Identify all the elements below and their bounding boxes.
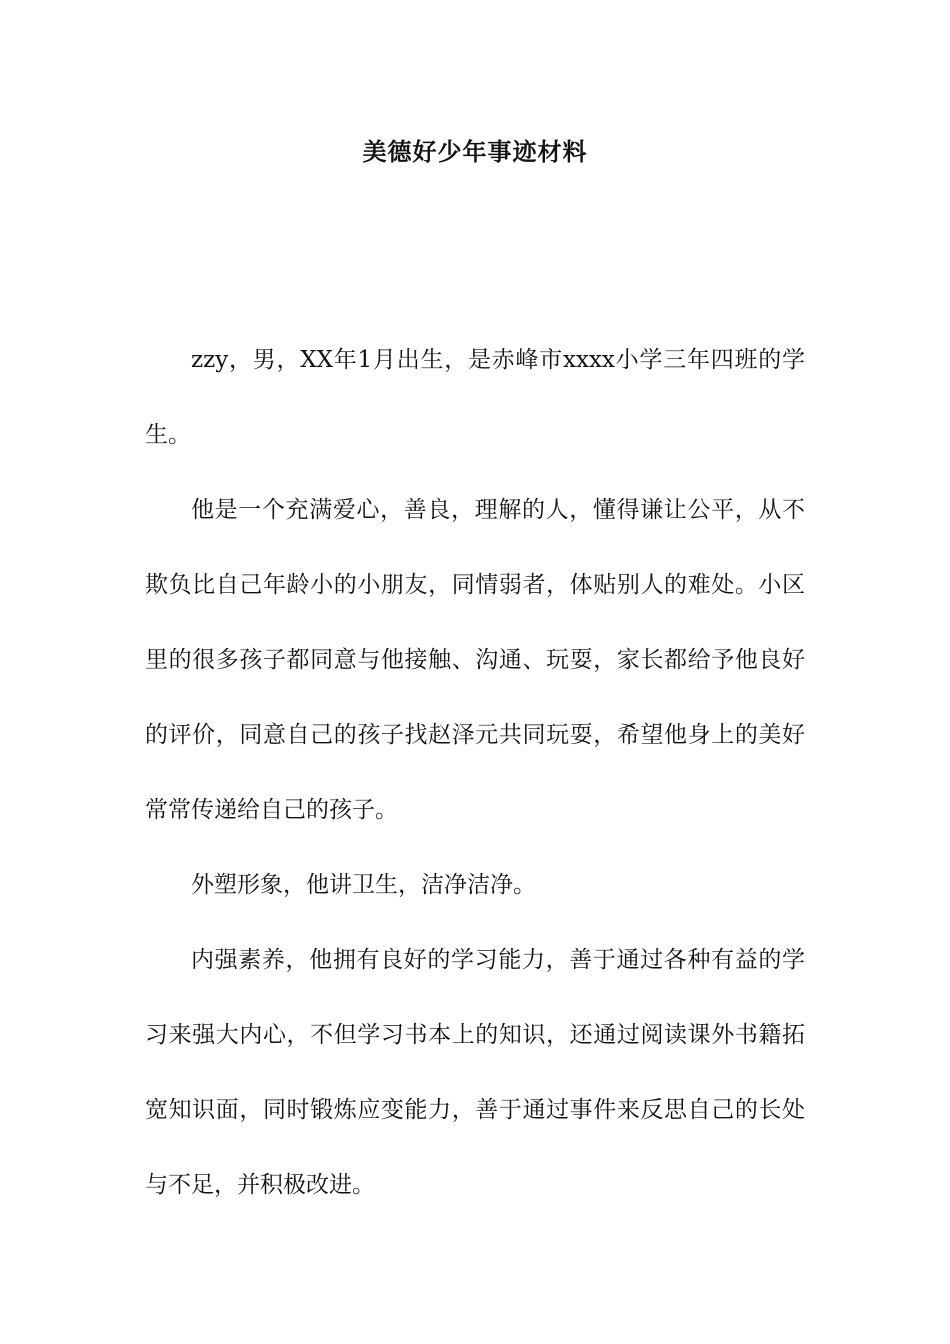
paragraph-student-intro: zzy，男，XX年1月出生，是赤峰市xxxx小学三年四班的学生。 [145,347,805,448]
paragraph-learning: 内强素养，他拥有良好的学习能力，善于通过各种有益的学习来强大内心，不但学习书本上的知识，还通过阅读课外书籍拓宽知识面，同时锻炼应变能力，善于通过事件来反思自己的长处与不足，并积极改进。 [145,947,805,1198]
document-title: 美德好少年事迹材料 [362,137,588,166]
paragraph-appearance: 外塑形象，他讲卫生，洁净洁净。 [191,872,536,898]
document-body [145,323,805,1223]
paragraph-character: 他是一个充满爱心，善良，理解的人，懂得谦让公平，从不欺负比自己年龄小的小朋友，同情弱者，体贴别人的难处。小区里的很多孩子都同意与他接触、沟通、玩耍，家长都给予他良好的评价，同意自己的孩子找赵泽元共同玩耍，希望他身上的美好常常传递给自己的孩子。 [145,497,805,823]
